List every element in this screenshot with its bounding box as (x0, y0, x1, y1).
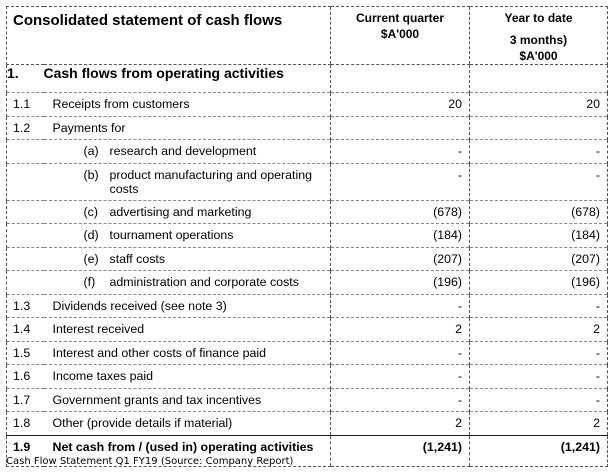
row-number-cell (7, 247, 44, 271)
row-description: Payments for (52, 120, 126, 135)
row-number-cell (7, 318, 44, 342)
year-to-date-period: 3 months) (509, 33, 568, 47)
year-to-date-value: - (595, 369, 600, 383)
row-number: 1.7 (13, 392, 31, 407)
current-quarter-cell (331, 412, 470, 436)
current-quarter-value: - (457, 369, 462, 383)
row-description (44, 271, 331, 289)
year-to-date-value: 2 (593, 322, 600, 336)
sub-item (84, 252, 331, 266)
row-description: Dividends received (see note 3) (52, 298, 227, 313)
section-cq-cell (331, 65, 470, 93)
year-to-date-cell (470, 318, 608, 342)
current-quarter-cell (331, 200, 470, 224)
sub-item (84, 168, 331, 196)
sub-item-letter: (c) (83, 204, 98, 219)
row-number: 1.9 (13, 439, 31, 454)
row-description (44, 201, 331, 219)
current-quarter-value: (678) (433, 204, 462, 219)
year-to-date-value: (207) (571, 251, 600, 266)
cash-flow-table (6, 6, 608, 467)
header-year-to-date (470, 7, 608, 65)
year-to-date-value: 2 (593, 416, 600, 430)
row-description-cell (44, 140, 331, 164)
row-number-cell (7, 200, 44, 224)
sub-item-letter: (d) (83, 228, 99, 242)
sub-item-letter: (e) (83, 251, 99, 266)
table-row (7, 294, 608, 318)
year-to-date-unit: $A'000 (519, 49, 558, 63)
current-quarter-value: - (457, 144, 462, 158)
sub-item-letter: (b) (83, 167, 99, 182)
row-number (7, 201, 44, 205)
year-to-date-value: (678) (571, 204, 600, 219)
row-description (44, 140, 331, 158)
section-number: 1. (7, 65, 44, 93)
sub-item (84, 144, 331, 158)
year-to-date-cell (470, 412, 608, 436)
row-number-cell (7, 163, 44, 200)
year-to-date-cell (470, 140, 608, 164)
year-to-date-value: - (595, 392, 600, 407)
year-to-date-value: - (595, 298, 600, 313)
year-to-date-heading: Year to date (504, 11, 573, 25)
figure-caption: Cash Flow Statement Q1 FY19 (Source: Company Report) (6, 456, 294, 467)
row-number-cell (7, 412, 44, 436)
sub-item-label: research and development (109, 144, 257, 158)
year-to-date-cell (470, 163, 608, 200)
header-current-quarter (331, 7, 470, 65)
row-number-cell (7, 116, 44, 140)
table-row (7, 116, 608, 140)
year-to-date-cell (470, 224, 608, 248)
current-quarter-cell (331, 93, 470, 117)
year-to-date-cell (470, 294, 608, 318)
sub-item-letter: (a) (83, 144, 99, 158)
row-description-cell (44, 294, 331, 318)
current-quarter-cell (331, 341, 470, 365)
table-row (7, 365, 608, 389)
sub-item-label: product manufacturing and operating costs (109, 167, 313, 196)
row-description-cell (44, 318, 331, 342)
year-to-date-value: (196) (571, 275, 600, 289)
table-row (7, 140, 608, 164)
row-number: 1.3 (13, 298, 31, 313)
table-row (7, 412, 608, 436)
row-description: Net cash from / (used in) operating activities (52, 439, 314, 454)
current-quarter-value: - (457, 392, 462, 407)
current-quarter-cell (331, 365, 470, 389)
row-number (7, 271, 44, 275)
sub-item-letter: (f) (83, 275, 96, 289)
sub-item-label: staff costs (109, 251, 166, 266)
current-quarter-cell (331, 247, 470, 271)
row-number-cell (7, 365, 44, 389)
year-to-date-cell (470, 93, 608, 117)
header-title-cell (7, 7, 331, 65)
current-quarter-value: - (457, 298, 462, 313)
row-number: 1.4 (13, 322, 31, 336)
current-quarter-heading: Current quarter (355, 11, 444, 25)
current-quarter-cell (331, 388, 470, 412)
row-description: Government grants and tax incentives (52, 392, 262, 407)
table-row (7, 247, 608, 271)
row-number (7, 140, 44, 144)
sub-item-label: tournament operations (109, 228, 234, 242)
row-number: 1.6 (13, 369, 31, 383)
year-to-date-cell (470, 388, 608, 412)
row-description: Interest and other costs of finance paid (52, 345, 267, 360)
current-quarter-unit: $A'000 (380, 27, 420, 41)
row-number-cell (7, 93, 44, 117)
current-quarter-value: (196) (433, 275, 462, 289)
year-to-date-value: - (595, 167, 600, 182)
row-description: Other (provide details if material) (52, 416, 233, 430)
table-row (7, 388, 608, 412)
current-quarter-cell (331, 435, 470, 466)
row-description (44, 248, 331, 266)
current-quarter-value: 20 (448, 97, 462, 111)
row-description-cell (44, 93, 331, 117)
current-quarter-value: - (457, 167, 462, 182)
year-to-date-cell (470, 271, 608, 295)
row-description-cell (44, 341, 331, 365)
year-to-date-value: - (595, 144, 600, 158)
table-row (7, 93, 608, 117)
row-description-cell (44, 224, 331, 248)
current-quarter-value (331, 117, 469, 121)
row-description (44, 224, 331, 242)
current-quarter-value: 2 (455, 322, 462, 336)
year-to-date-cell (470, 247, 608, 271)
row-description-cell (44, 388, 331, 412)
row-number: 1.5 (13, 345, 31, 360)
year-to-date-cell (470, 200, 608, 224)
year-to-date-value: (184) (571, 228, 600, 242)
row-number (7, 248, 44, 252)
row-description-cell (44, 200, 331, 224)
current-quarter-value: (1,241) (422, 439, 462, 454)
current-quarter-cell (331, 318, 470, 342)
current-quarter-cell (331, 163, 470, 200)
row-number-cell (7, 224, 44, 248)
table-row (7, 341, 608, 365)
row-description-cell (44, 163, 331, 200)
current-quarter-cell (331, 224, 470, 248)
row-number (7, 224, 44, 228)
current-quarter-value: 2 (455, 416, 462, 430)
current-quarter-cell (331, 140, 470, 164)
row-number-cell (7, 388, 44, 412)
row-description-cell (44, 247, 331, 271)
sub-item (84, 228, 331, 242)
sub-item-label: advertising and marketing (109, 204, 252, 219)
table-row (7, 318, 608, 342)
year-to-date-cell (470, 435, 608, 466)
row-number: 1.2 (13, 120, 31, 135)
section-ytd-cell (470, 65, 608, 93)
row-description-cell (44, 116, 331, 140)
table-row (7, 163, 608, 200)
row-description: Income taxes paid (52, 369, 154, 383)
row-description: Interest received (52, 322, 145, 336)
sub-item-label: administration and corporate costs (109, 275, 299, 289)
row-description-cell (44, 365, 331, 389)
row-number-cell (7, 294, 44, 318)
row-description (44, 164, 331, 196)
current-quarter-value: (184) (433, 228, 462, 242)
section-row (7, 65, 608, 93)
current-quarter-cell (331, 271, 470, 295)
current-quarter-cell (331, 116, 470, 140)
year-to-date-value (470, 117, 607, 121)
current-quarter-value: - (457, 345, 462, 360)
row-description-cell (44, 271, 331, 295)
current-quarter-value: (207) (433, 251, 462, 266)
row-number-cell (7, 271, 44, 295)
table-row (7, 271, 608, 295)
table-row (7, 224, 608, 248)
year-to-date-value: (1,241) (560, 439, 600, 454)
year-to-date-cell (470, 341, 608, 365)
row-number: 1.1 (13, 97, 31, 111)
year-to-date-value: - (595, 345, 600, 360)
row-number-cell (7, 140, 44, 164)
row-description: Receipts from customers (52, 97, 190, 111)
row-number-cell (7, 341, 44, 365)
year-to-date-cell (470, 365, 608, 389)
sub-item (84, 205, 331, 219)
table-header (7, 7, 608, 65)
year-to-date-cell (470, 116, 608, 140)
row-number (7, 164, 44, 168)
statement-title: Consolidated statement of cash flows (13, 12, 283, 29)
current-quarter-cell (331, 294, 470, 318)
sub-item (84, 275, 331, 289)
year-to-date-value: 20 (586, 97, 600, 111)
section-label: Cash flows from operating activities (43, 65, 284, 81)
row-description-cell (44, 412, 331, 436)
table-row (7, 200, 608, 224)
row-number: 1.8 (13, 416, 31, 430)
